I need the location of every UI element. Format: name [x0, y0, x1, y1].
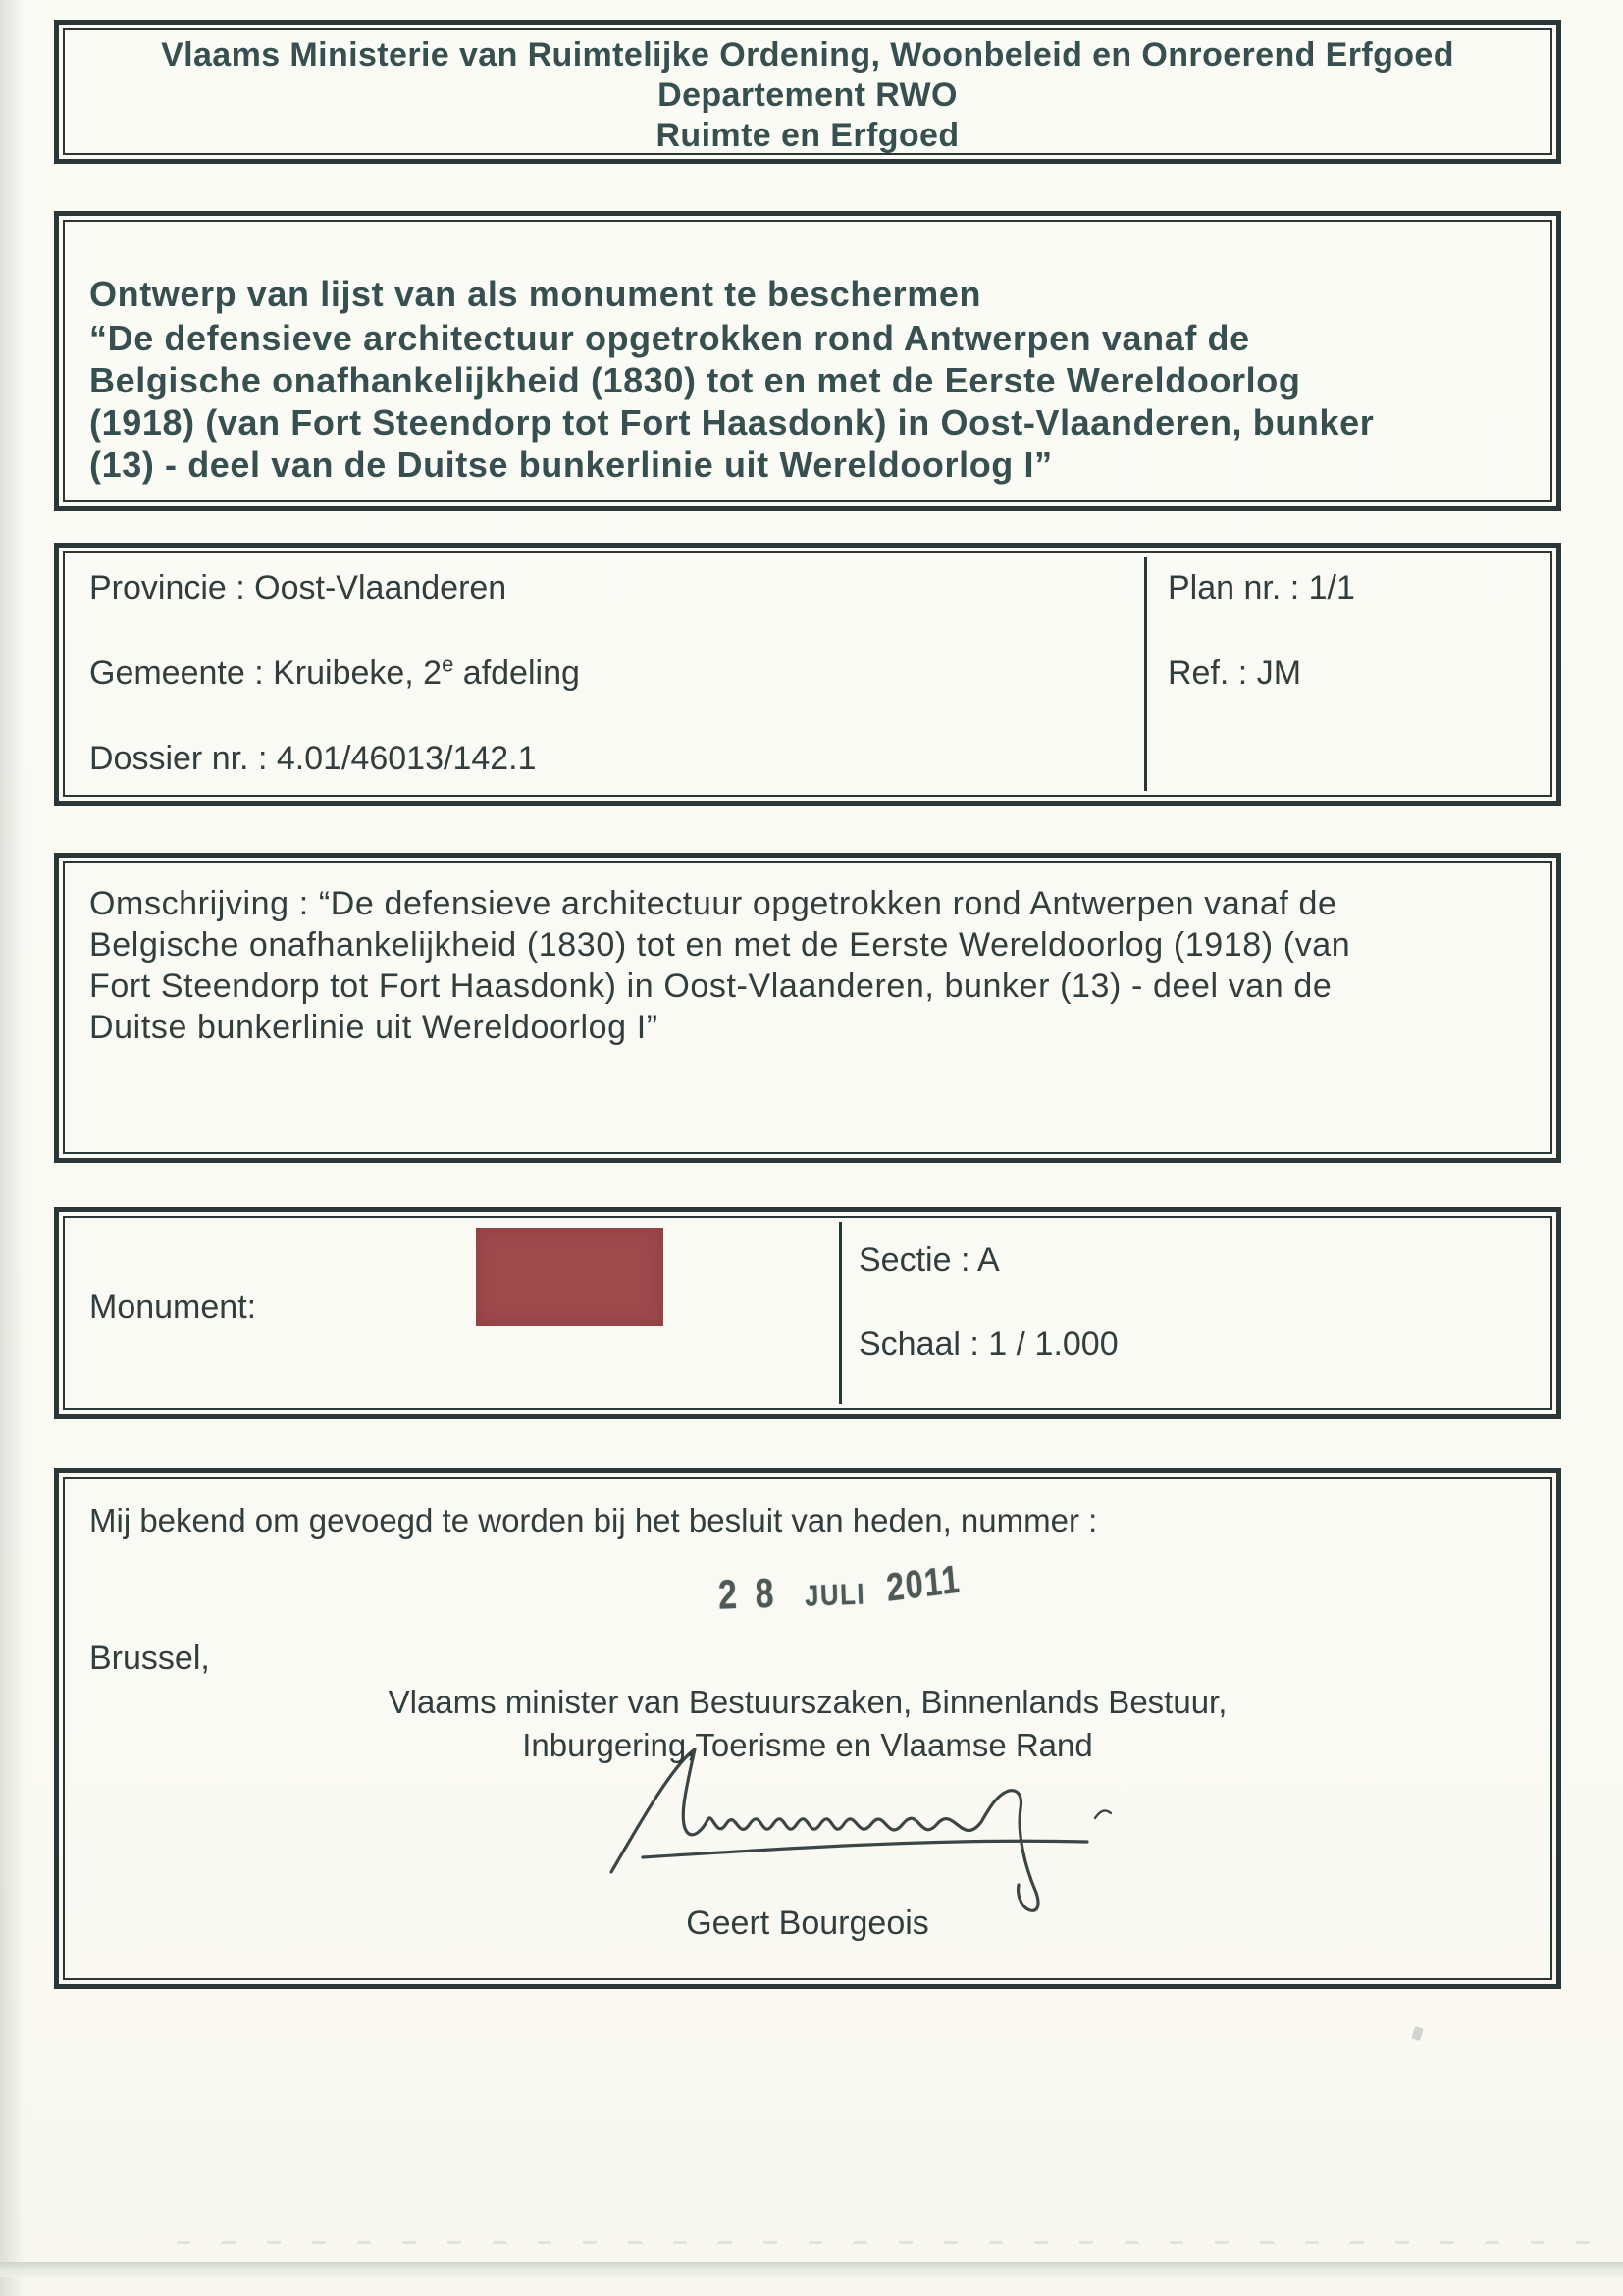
omschrijving-line: Duitse bunkerlinie uit Wereldoorlog I”	[89, 1009, 658, 1046]
stamp-month: JULI	[804, 1578, 867, 1613]
gemeente-text: Gemeente : Kruibeke, 2	[89, 654, 443, 692]
gemeente-superscript: e	[442, 652, 454, 677]
ref-row: Ref. : JM	[1168, 654, 1302, 692]
place-label: Brussel,	[89, 1640, 210, 1677]
signature-box	[54, 1468, 1561, 1989]
title-line: (13) - deel van de Duitse bunkerlinie uit Wereldoorlog I”	[89, 444, 1053, 485]
column-divider	[1144, 557, 1147, 791]
stamp-day: 2 8	[717, 1569, 779, 1618]
protection-title-content	[89, 271, 1537, 486]
protection-title-heading: Ontwerp van lijst van als monument te beschermen	[89, 274, 982, 314]
schaal-row: Schaal : 1 / 1.000	[859, 1326, 1119, 1363]
protection-title-box	[54, 211, 1561, 511]
omschrijving-line: Belgische onafhankelijkheid (1830) tot en met de Eerste Wereldoorlog (1918) (van	[89, 926, 1351, 964]
ministry-header-lines	[59, 35, 1556, 156]
monument-label: Monument:	[89, 1288, 257, 1326]
minister-title-line: Vlaams minister van Bestuurszaken, Binnenlands Bestuur,	[388, 1684, 1228, 1720]
date-stamp	[717, 1557, 982, 1618]
omschrijving-box	[54, 853, 1561, 1163]
monument-legend-box	[54, 1207, 1561, 1419]
signer-name: Geert Bourgeois	[686, 1905, 929, 1942]
stamp-year: 2011	[884, 1557, 964, 1610]
inner-border	[63, 1216, 1552, 1410]
signature-ink	[550, 1736, 1138, 1927]
minister-title-line: Inburgering,Toerisme en Vlaamse Rand	[522, 1727, 1093, 1763]
ministry-name: Vlaams Ministerie van Ruimtelijke Ordening, Woonbeleid en Onroerend Erfgoed	[161, 36, 1454, 74]
title-line: (1918) (van Fort Steendorp tot Fort Haasdonk) in Oost-Vlaanderen, bunker	[89, 402, 1375, 443]
ministry-header-box	[54, 20, 1561, 164]
gemeente-row	[89, 654, 580, 693]
omschrijving-line: Omschrijving : “De defensieve architectuur opgetrokken rond Antwerpen vanaf de	[89, 885, 1337, 922]
omschrijving-text	[89, 883, 1350, 1048]
monument-color-swatch	[476, 1228, 663, 1326]
agency-name: Ruimte en Erfgoed	[655, 117, 960, 154]
title-line: Belgische onafhankelijkheid (1830) tot en met de Eerste Wereldoorlog	[89, 360, 1301, 400]
provincie-row: Provincie : Oost-Vlaanderen	[89, 569, 507, 606]
plan-nr-row: Plan nr. : 1/1	[1168, 569, 1355, 606]
title-line: “De defensieve architectuur opgetrokken rond Antwerpen vanaf de	[89, 318, 1250, 358]
omschrijving-line: Fort Steendorp tot Fort Haasdonk) in Oost-Vlaanderen, bunker (13) - deel van de	[89, 967, 1333, 1005]
dossier-row: Dossier nr. : 4.01/46013/142.1	[89, 740, 537, 777]
gemeente-text-rest: afdeling	[453, 654, 580, 692]
department-name: Departement RWO	[657, 77, 958, 114]
sectie-row: Sectie : A	[859, 1241, 1000, 1278]
scan-smudge	[1411, 2026, 1424, 2041]
scan-noise-line	[177, 2241, 1594, 2244]
column-divider	[839, 1222, 842, 1404]
approval-intro: Mij bekend om gevoegd te worden bij het besluit van heden, nummer :	[89, 1502, 1098, 1539]
scan-edge-band	[0, 2262, 1623, 2277]
file-info-box	[54, 543, 1561, 806]
protection-title-body	[89, 317, 1537, 486]
